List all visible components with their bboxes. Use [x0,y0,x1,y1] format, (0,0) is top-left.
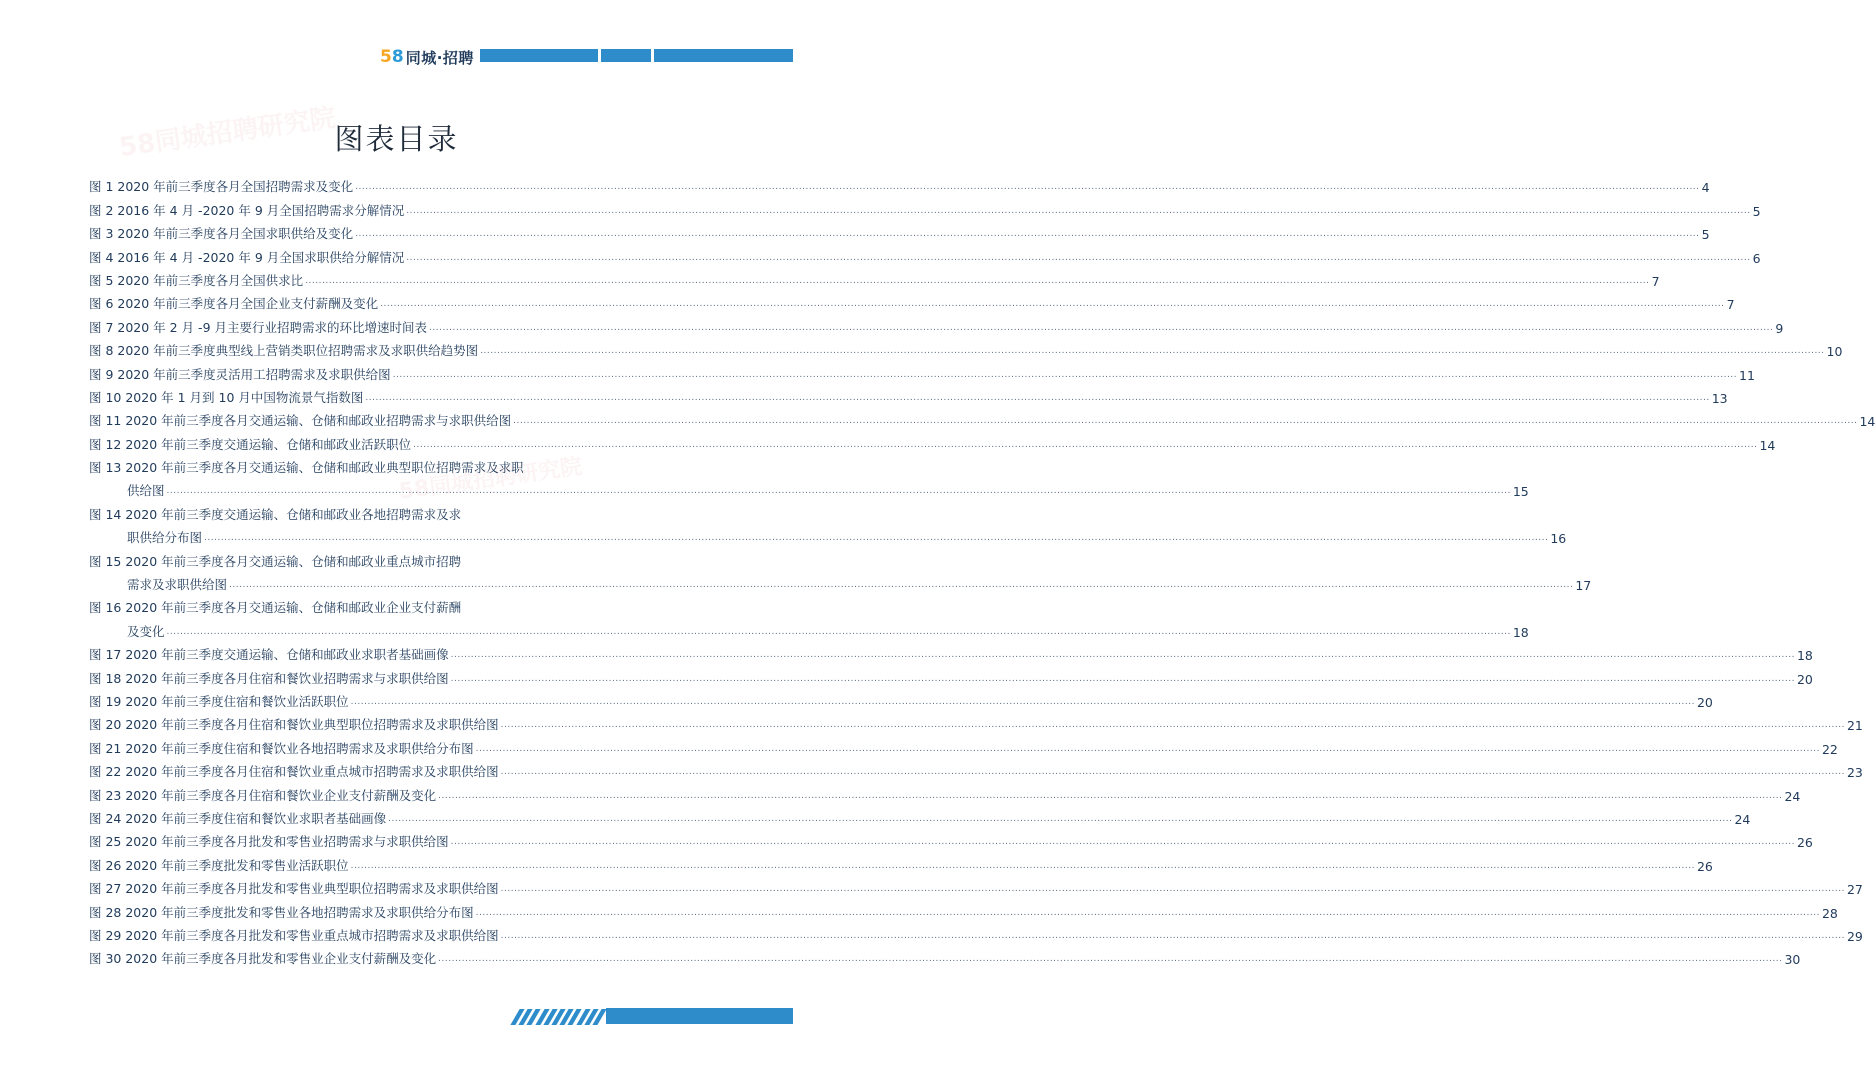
toc-page-number: 15 [1512,484,1529,500]
toc-line [89,476,1529,500]
toc-leader-dots: ................................................................................................................................................................................................................................................................................................................................................................................................................ [204,533,1549,544]
toc-leader-dots: ................................................................................................................................................................................................................................................................................................................................................................................................................ [513,416,1858,427]
toc-line [89,289,1735,313]
toc-entry-title: 图 4 2016 年 4 月 -2020 年 9 月全国求职供给分解情况 [89,249,405,265]
toc-entry-title: 图 29 2020 年前三季度各月批发和零售业重点城市招聘需求及求职供给图 [89,927,499,943]
toc-page-number: 27 [1846,882,1863,898]
toc-entry[interactable] [89,780,1801,804]
toc-entry[interactable] [89,195,1761,219]
toc-entry-title: 图 19 2020 年前三季度住宿和餐饮业活跃职位 [89,693,349,709]
toc-entry-title: 图 27 2020 年前三季度各月批发和零售业典型职位招聘需求及求职供给图 [89,881,499,897]
toc-entry[interactable] [89,593,1529,640]
toc-leader-dots: ................................................................................................................................................................................................................................................................................................................................................................................................................ [355,182,1700,193]
toc-page-number: 13 [1711,390,1728,406]
toc-line [89,780,1801,804]
toc-page-number: 14 [1759,437,1776,453]
toc-page-number: 22 [1821,741,1838,757]
toc-entry-title: 图 5 2020 年前三季度各月全国供求比 [89,272,304,288]
toc-leader-dots: ................................................................................................................................................................................................................................................................................................................................................................................................................ [500,884,1845,895]
toc-line [89,359,1755,383]
toc-entry-title: 图 18 2020 年前三季度各月住宿和餐饮业招聘需求与求职供给图 [89,670,449,686]
toc-entry[interactable] [89,172,1710,196]
toc-entry-title: 图 8 2020 年前三季度典型线上营销类职位招聘需求及求职供给趋势图 [89,343,479,359]
toc-leader-dots: ................................................................................................................................................................................................................................................................................................................................................................................................................ [500,930,1845,941]
toc-leader-dots: ................................................................................................................................................................................................................................................................................................................................................................................................................ [438,790,1783,801]
toc-line [89,406,1875,430]
toc-entry[interactable] [89,757,1863,781]
toc-page-number: 21 [1846,718,1863,734]
toc-page-number: 9 [1775,320,1784,336]
toc-entry[interactable] [89,850,1713,874]
toc-entry-title: 及变化 [127,623,165,639]
toc-leader-dots: ................................................................................................................................................................................................................................................................................................................................................................................................................ [229,580,1574,591]
toc-leader-dots: ................................................................................................................................................................................................................................................................................................................................................................................................................ [166,626,1511,637]
toc-page-number: 30 [1784,952,1801,968]
toc-leader-dots: ................................................................................................................................................................................................................................................................................................................................................................................................................ [305,275,1650,286]
toc-leader-dots: ................................................................................................................................................................................................................................................................................................................................................................................................................ [166,486,1511,497]
toc-entry-title: 图 10 2020 年 1 月到 10 月中国物流景气指数图 [89,389,364,405]
toc-leader-dots: ................................................................................................................................................................................................................................................................................................................................................................................................................ [438,954,1783,965]
toc-leader-dots: ................................................................................................................................................................................................................................................................................................................................................................................................................ [406,205,1751,216]
watermark: 58同城招聘研究院 [117,102,338,164]
toc-entry[interactable] [89,453,1529,500]
toc-line [89,897,1838,921]
toc-entry[interactable] [89,499,1567,547]
toc-page-number: 18 [1796,648,1813,664]
toc-page-number: 20 [1696,694,1713,710]
toc-page-number: 20 [1796,671,1813,687]
toc-entry-title: 图 20 2020 年前三季度各月住宿和餐饮业典型职位招聘需求及求职供给图 [89,717,499,733]
toc-page-number: 14 [1859,414,1875,430]
toc-entry-title: 图 12 2020 年前三季度交通运输、仓储和邮政业活跃职位 [89,436,412,452]
header-bar-segment [480,49,598,62]
toc-entry-title: 图 6 2020 年前三季度各月全国企业支付薪酬及变化 [89,296,379,312]
toc-page-number: 4 [1701,180,1710,196]
toc-page-number: 26 [1696,858,1713,874]
logo-58-mark: 58 [380,46,404,67]
toc-entry-title: 图 2 2016 年 4 月 -2020 年 9 月全国招聘需求分解情况 [89,202,405,218]
toc-entry[interactable] [89,312,1784,336]
toc-line [89,710,1863,734]
toc-entry[interactable] [89,546,1592,594]
toc-leader-dots: ................................................................................................................................................................................................................................................................................................................................................................................................................ [475,907,1820,918]
toc-line [89,383,1728,406]
toc-leader-dots: ................................................................................................................................................................................................................................................................................................................................................................................................................ [392,369,1738,380]
toc-entry[interactable] [89,687,1713,710]
toc-entry-title: 图 16 2020 年前三季度各月交通运输、仓储和邮政业企业支付薪酬 [89,600,462,616]
toc-entry[interactable] [89,383,1728,406]
toc-entry[interactable] [89,710,1863,734]
toc-line [89,804,1751,827]
toc-entry-title: 图 15 2020 年前三季度各月交通运输、仓储和邮政业重点城市招聘 [89,553,462,569]
toc-entry-title: 图 14 2020 年前三季度交通运输、仓储和邮政业各地招聘需求及求 [89,506,462,522]
toc-line [89,874,1863,898]
toc-entry-title: 图 26 2020 年前三季度批发和零售业活跃职位 [89,857,349,873]
toc-leader-dots: ................................................................................................................................................................................................................................................................................................................................................................................................................ [450,673,1795,684]
toc-leader-dots: ................................................................................................................................................................................................................................................................................................................................................................................................................ [450,650,1795,661]
toc-leader-dots: ................................................................................................................................................................................................................................................................................................................................................................................................................ [475,743,1820,754]
header-bar-segment [601,49,651,62]
toc-entry-title: 图 25 2020 年前三季度各月批发和零售业招聘需求与求职供给图 [89,834,449,850]
toc-page-number: 5 [1752,203,1761,219]
toc-entry[interactable] [89,874,1863,898]
toc-entry-title: 图 22 2020 年前三季度各月住宿和餐饮业重点城市招聘需求及求职供给图 [89,764,499,780]
toc-line [89,312,1784,336]
logo-text: 同城·招聘 [405,48,474,67]
toc-page-number: 18 [1512,624,1529,640]
toc-line [89,593,629,616]
toc-line [89,523,1567,547]
toc-line [89,616,1529,640]
toc-entry-title: 图 9 2020 年前三季度灵活用工招聘需求及求职供给图 [89,366,391,382]
header-bar-segment [654,49,793,62]
toc-entry-title: 图 1 2020 年前三季度各月全国招聘需求及变化 [89,179,354,195]
toc-page-number: 29 [1846,928,1863,944]
toc-leader-dots: ................................................................................................................................................................................................................................................................................................................................................................................................................ [500,767,1845,778]
toc-line [89,663,1813,687]
toc-entry[interactable] [89,336,1843,360]
toc-entry-title: 图 3 2020 年前三季度各月全国求职供给及变化 [89,226,354,242]
toc-page-number: 7 [1726,297,1735,313]
toc-entry[interactable] [89,219,1710,243]
toc-page-number: 17 [1575,578,1592,594]
toc-entry-title: 图 28 2020 年前三季度批发和零售业各地招聘需求及求职供给分布图 [89,904,474,920]
toc-entry[interactable] [89,733,1838,757]
toc-entry-title: 图 24 2020 年前三季度住宿和餐饮业求职者基础画像 [89,810,387,826]
toc-leader-dots: ................................................................................................................................................................................................................................................................................................................................................................................................................ [350,860,1695,871]
toc-leader-dots: ................................................................................................................................................................................................................................................................................................................................................................................................................ [355,229,1700,240]
toc-entry[interactable] [89,406,1875,430]
toc-line [89,195,1761,219]
toc-entry[interactable] [89,897,1838,921]
toc-leader-dots: ................................................................................................................................................................................................................................................................................................................................................................................................................ [365,392,1710,403]
brand-logo [380,46,474,68]
toc-leader-dots: ................................................................................................................................................................................................................................................................................................................................................................................................................ [500,720,1845,731]
page-title: 图表目录 [334,122,459,157]
toc-line [89,827,1813,851]
toc-page-number: 6 [1752,250,1761,266]
toc-page-number: 24 [1734,811,1751,827]
toc-entry[interactable] [89,266,1660,289]
toc-page-number: 24 [1784,788,1801,804]
toc-leader-dots: ................................................................................................................................................................................................................................................................................................................................................................................................................ [350,696,1695,707]
toc-page-number: 16 [1550,531,1567,547]
toc-leader-dots: ................................................................................................................................................................................................................................................................................................................................................................................................................ [380,299,1725,310]
toc-line [89,687,1713,710]
toc-line [89,453,629,476]
toc-entry-title: 职供给分布图 [127,530,203,546]
toc-leader-dots: ................................................................................................................................................................................................................................................................................................................................................................................................................ [413,439,1758,450]
toc-entry-title: 图 21 2020 年前三季度住宿和餐饮业各地招聘需求及求职供给分布图 [89,740,474,756]
toc-page-number: 28 [1821,905,1838,921]
toc-entry-title: 图 17 2020 年前三季度交通运输、仓储和邮政业求职者基础画像 [89,647,449,663]
toc-line [89,336,1843,360]
toc-leader-dots: ................................................................................................................................................................................................................................................................................................................................................................................................................ [429,322,1774,333]
toc-entry[interactable] [89,429,1776,453]
toc-entry[interactable] [89,827,1813,851]
toc-line [89,499,629,522]
toc-page-number: 5 [1701,227,1710,243]
toc-entry[interactable] [89,921,1863,944]
toc-entry-title: 供给图 [127,483,165,499]
toc-page-number: 7 [1651,273,1660,289]
toc-page-number: 26 [1796,835,1813,851]
toc-leader-dots: ................................................................................................................................................................................................................................................................................................................................................................................................................ [450,837,1795,848]
toc-line [89,219,1710,243]
toc-entry-title: 图 11 2020 年前三季度各月交通运输、仓储和邮政业招聘需求与求职供给图 [89,413,512,429]
toc-entry-title: 需求及求职供给图 [127,577,228,593]
toc-entry[interactable] [89,640,1813,664]
toc-line [89,570,1592,594]
toc-line [89,429,1776,453]
toc-line [89,944,1801,968]
toc-entry[interactable] [89,944,1801,968]
toc-page-number: 10 [1826,344,1843,360]
footer-stripes [515,1008,605,1026]
toc-entry[interactable] [89,289,1735,313]
toc-leader-dots: ................................................................................................................................................................................................................................................................................................................................................................................................................ [480,346,1825,357]
footer-bar [606,1008,793,1024]
toc-entry-title: 图 23 2020 年前三季度各月住宿和餐饮业企业支付薪酬及变化 [89,787,437,803]
table-of-figures [89,172,1875,968]
toc-page-number: 23 [1846,765,1863,781]
toc-entry-title: 图 30 2020 年前三季度各月批发和零售业企业支付薪酬及变化 [89,951,437,967]
toc-line [89,850,1713,874]
toc-line [89,172,1710,196]
toc-line [89,640,1813,664]
toc-entry[interactable] [89,359,1755,383]
toc-line [89,733,1838,757]
toc-entry[interactable] [89,804,1751,827]
toc-line [89,546,629,569]
toc-line [89,266,1660,289]
toc-line [89,242,1761,266]
toc-entry-title: 图 7 2020 年 2 月 -9 月主要行业招聘需求的环比增速时间表 [89,319,427,335]
toc-line [89,757,1863,781]
toc-page-number: 11 [1739,367,1755,383]
toc-entry-title: 图 13 2020 年前三季度各月交通运输、仓储和邮政业典型职位招聘需求及求职 [89,460,524,476]
toc-leader-dots: ................................................................................................................................................................................................................................................................................................................................................................................................................ [406,252,1751,263]
toc-line [89,921,1863,944]
toc-leader-dots: ................................................................................................................................................................................................................................................................................................................................................................................................................ [388,813,1733,824]
toc-entry[interactable] [89,663,1813,687]
toc-entry[interactable] [89,242,1761,266]
watermark: 58同城招聘研究院 [397,454,584,505]
